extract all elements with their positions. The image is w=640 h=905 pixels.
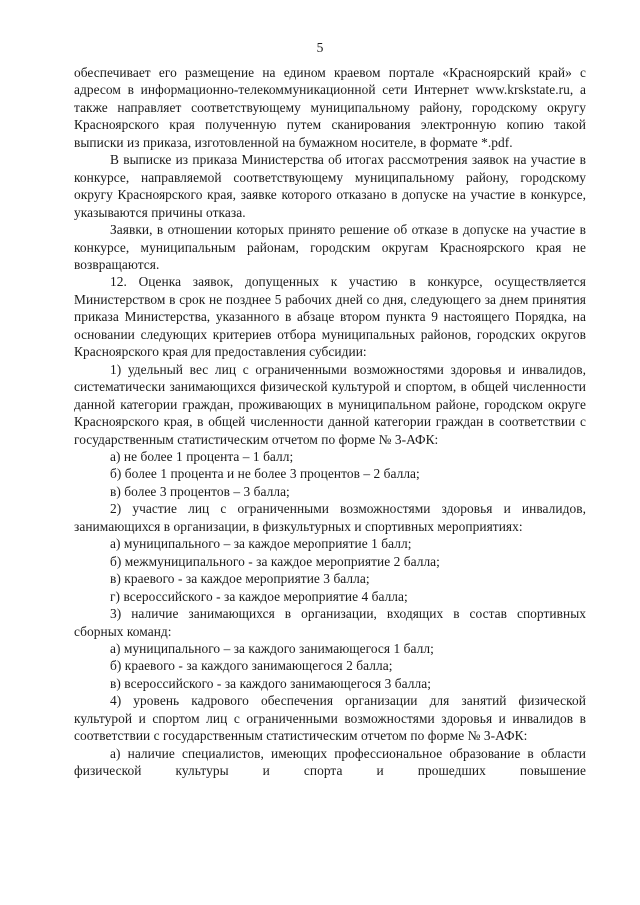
paragraph-portal-publication: обеспечивает его размещение на едином краевом портале «Красноярский край» с адресом в информационно-телекоммуникационной сети Интернет www.krskstate.ru, а также направляет соответствующему муниципальному району, городскому округу Красноярского края полученную путем сканирования электронную копию такой выписки из приказа, изготовленной на бумажном носителе, в формате *.pdf. <box>74 65 586 150</box>
criterion-4-staffing: 4) уровень кадрового обеспечения организации для занятий физической культурой и спортом лиц с ограниченными возможностями здоровья и инвалидов в соответствии с государственным статистическим отчетом по форме № 3-АФК: <box>74 693 586 744</box>
criterion-2-participation: 2) участие лиц с ограниченными возможностями здоровья и инвалидов, занимающихся в организации, в физкультурных и спортивных мероприятиях: <box>74 501 586 534</box>
criterion-2-item-b: б) межмуниципального - за каждое мероприятие 2 балла; <box>110 553 440 569</box>
paragraph-applications-not-returned: Заявки, в отношении которых принято решение об отказе в допуске на участие в конкурсе, муниципальным районам, городским округам Красноярского края не возвращаются. <box>74 222 586 272</box>
document-body <box>74 64 586 780</box>
page-number: 5 <box>316 40 324 55</box>
criterion-1-item-b: б) более 1 процента и не более 3 процентов – 2 балла; <box>110 466 420 482</box>
criterion-3-item-a: а) муниципального – за каждого занимающегося 1 балл; <box>110 640 434 656</box>
criterion-1-share-of-persons: 1) удельный вес лиц с ограниченными возможностями здоровья и инвалидов, систематически занимающихся физической культурой и спортом, в общей численности данной категории граждан, проживающих в муниципальном районе, городском округе Красноярского края, в общей численности данной категории граждан в соответствии с государственным статистическим отчетом по форме № 3-АФК: <box>74 361 586 447</box>
criterion-4-item-a: а) наличие специалистов, имеющих профессиональное образование в области физической культуры и спорта и прошедших повышение <box>74 745 586 779</box>
criterion-2-item-c: в) краевого - за каждое мероприятие 3 балла; <box>110 571 370 587</box>
criterion-3-item-b: б) краевого - за каждого занимающегося 2 балла; <box>110 658 393 674</box>
criterion-3-item-c: в) всероссийского - за каждого занимающегося 3 балла; <box>110 675 432 691</box>
paragraph-12-assessment: 12. Оценка заявок, допущенных к участию в конкурсе, осуществляется Министерством в срок не позднее 5 рабочих дней со дня, следующего за днем принятия приказа Министерства, указанного в абзаце втором пункта 9 настоящего Порядка, на основании следующих критериев отбора муниципальных районов, городских округов Красноярского края для предоставления субсидии: <box>74 274 586 360</box>
criterion-1-item-c: в) более 3 процентов – 3 балла; <box>110 483 290 499</box>
criterion-2-item-d: г) всероссийского - за каждое мероприятие 4 балла; <box>110 588 408 604</box>
criterion-2-item-a: а) муниципального – за каждое мероприятие 1 балл; <box>110 536 412 552</box>
criterion-3-team-members: 3) наличие занимающихся в организации, входящих в состав спортивных сборных команд: <box>74 606 586 639</box>
criterion-1-item-a: а) не более 1 процента – 1 балл; <box>110 448 294 464</box>
paragraph-rejection-reasons: В выписке из приказа Министерства об итогах рассмотрения заявок на участие в конкурсе, направляемой соответствующему муниципальному району, городскому округу Красноярского края, заявке которого отказано в допуске на участие в конкурсе, указываются причины отказа. <box>74 152 586 220</box>
